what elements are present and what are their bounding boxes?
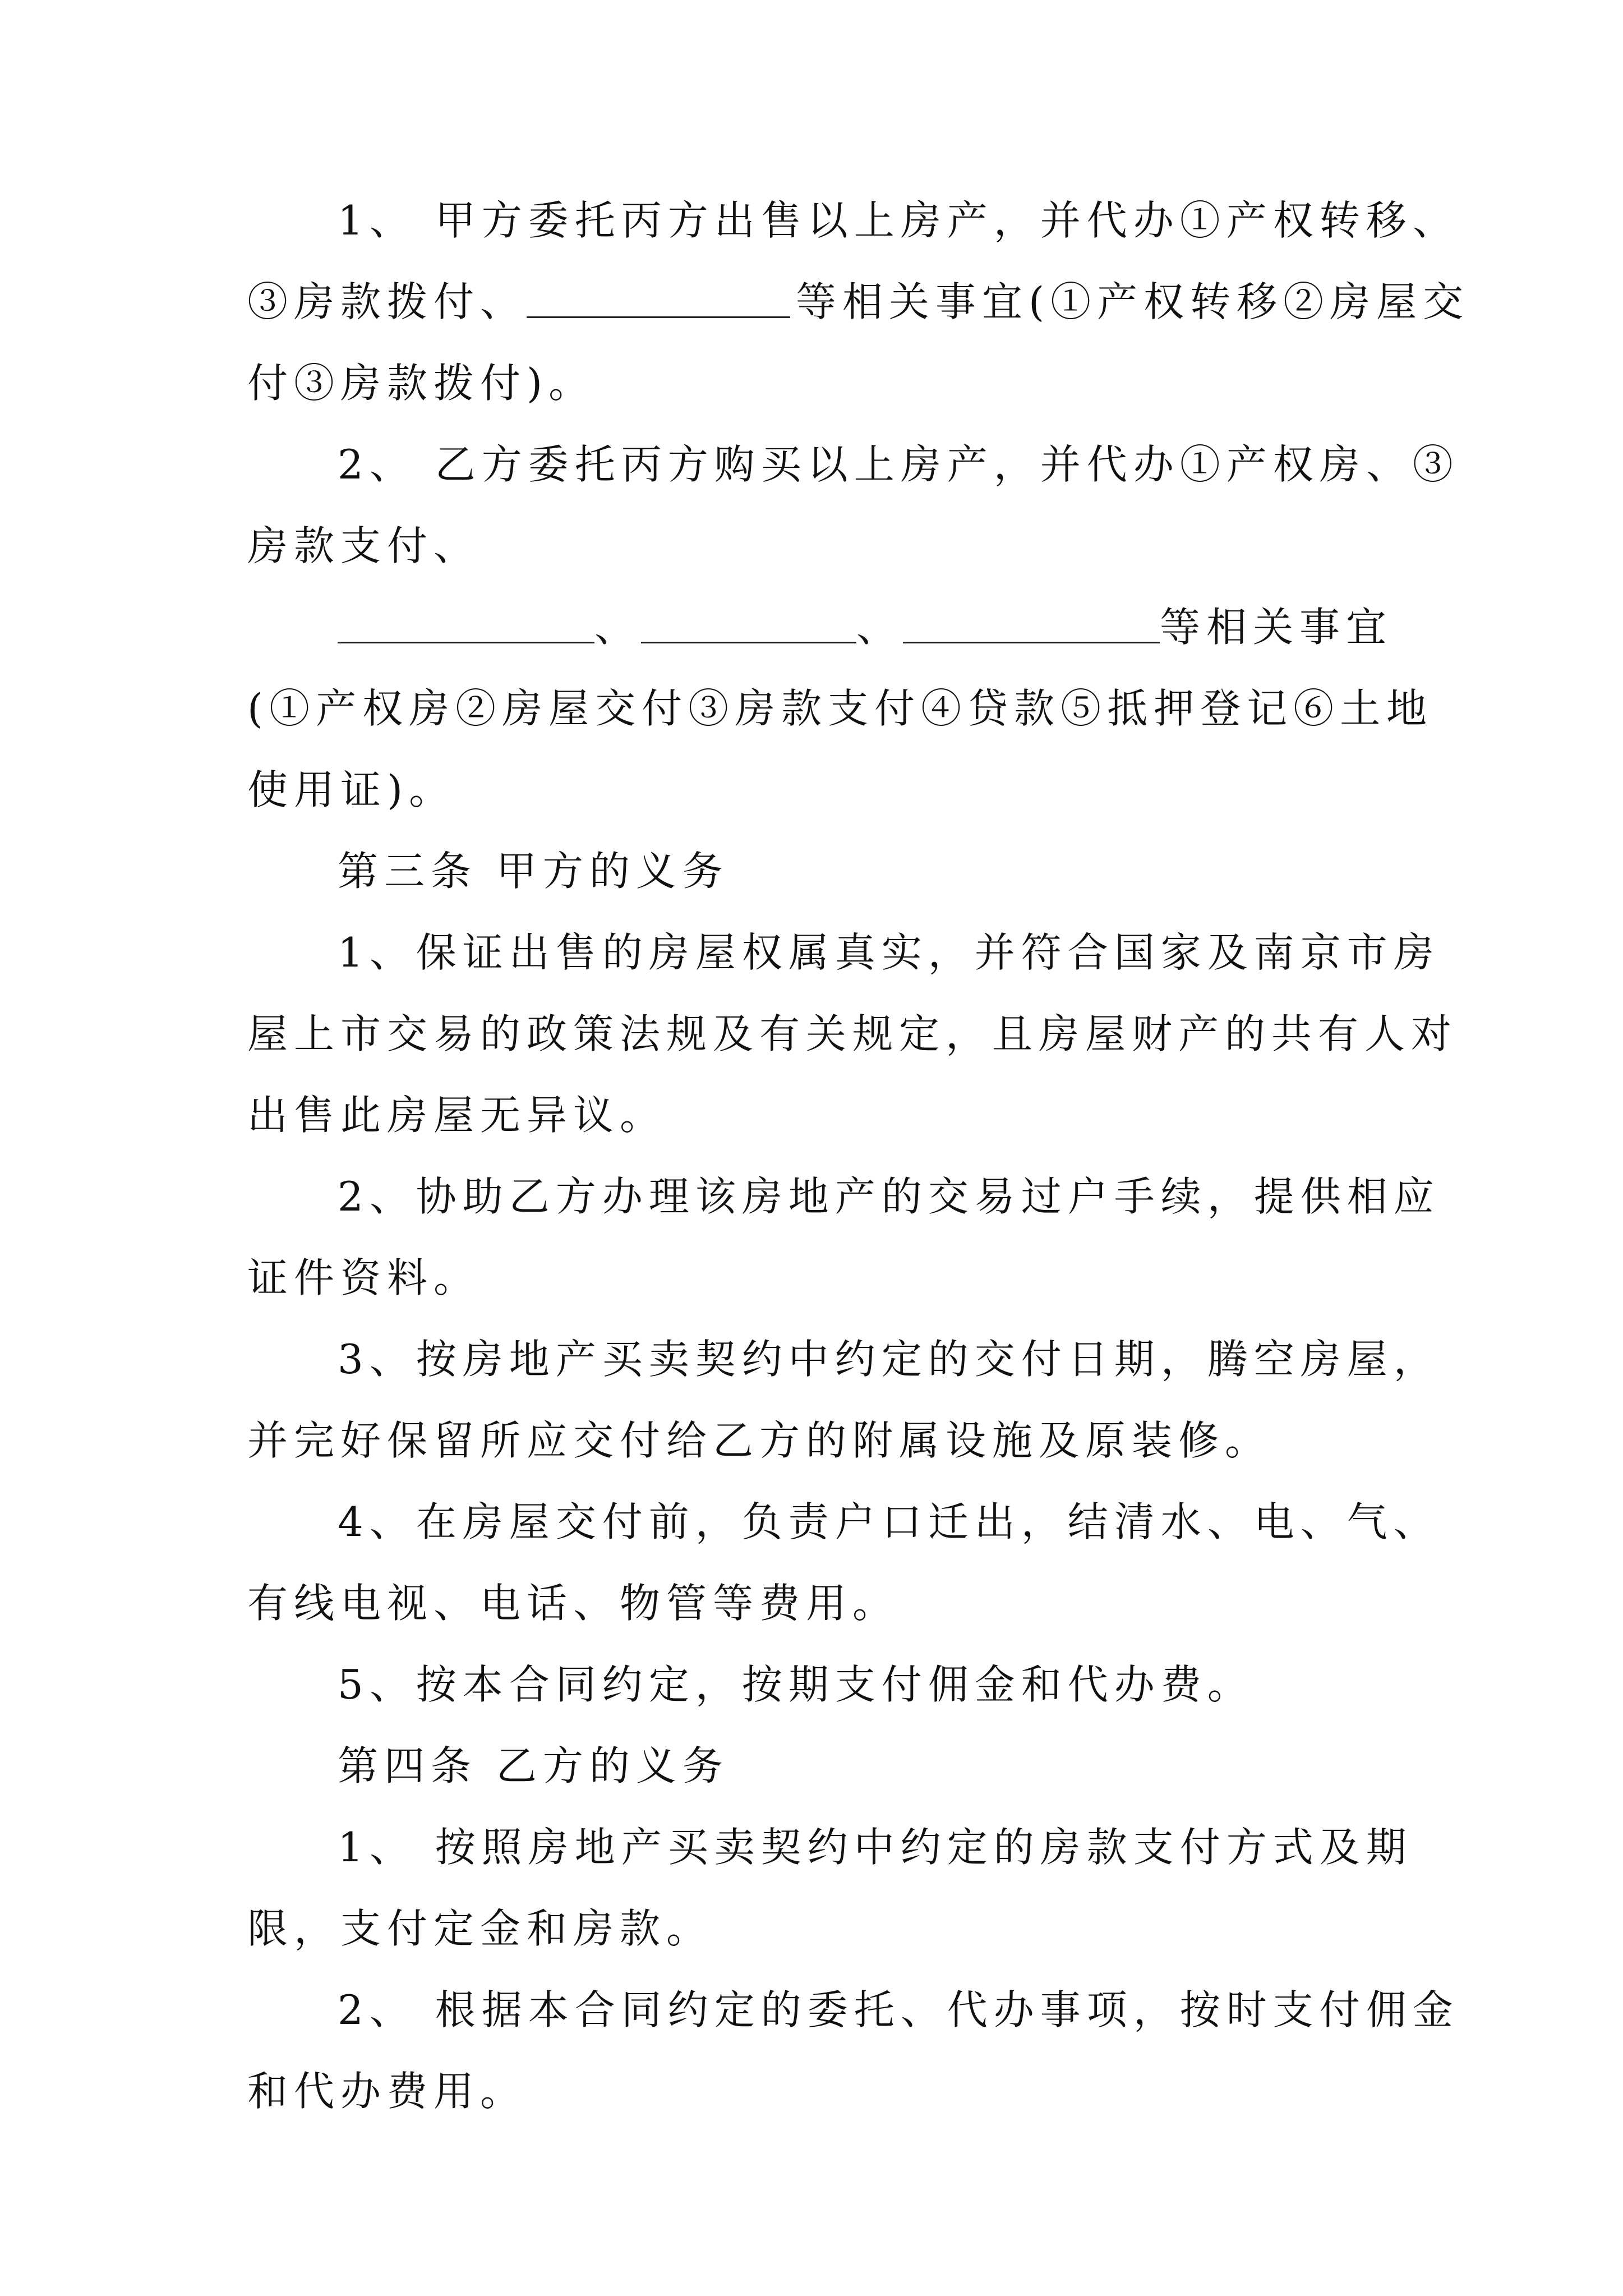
line-text: 和代办费用。 — [247, 2068, 527, 2115]
blank-field[interactable] — [527, 256, 790, 318]
line-text: 房款支付、 — [247, 522, 481, 569]
paragraph-line — [338, 922, 1440, 983]
line-text: 5、按本合同约定，按期支付佣金和代办费。 — [338, 1661, 1254, 1708]
paragraph-line — [247, 515, 480, 577]
line-text: 、 — [856, 604, 903, 651]
blank-field[interactable] — [338, 582, 594, 643]
blank-field[interactable] — [903, 582, 1160, 643]
line-text: 4、在房屋交付前，负责户口迁出，结清水、电、气、 — [338, 1498, 1440, 1545]
line-text: 1、 按照房地产买卖契约中约定的房款支付方式及期 — [338, 1824, 1413, 1871]
paragraph-line — [338, 1166, 1440, 1227]
line-text: 屋上市交易的政策法规及有关规定，且房屋财产的共有人对 — [247, 1010, 1458, 1057]
paragraph-line — [247, 678, 1433, 739]
paragraph-line — [338, 1654, 1254, 1715]
blank-field[interactable] — [641, 582, 856, 643]
line-text: 有线电视、电话、物管等费用。 — [247, 1580, 900, 1627]
paragraph-line — [338, 1816, 1413, 1878]
line-text: 1、保证出售的房屋权属真实，并符合国家及南京市房 — [338, 929, 1440, 976]
line-text: ③房款拨付、 — [247, 278, 527, 325]
paragraph-line — [247, 1084, 666, 1146]
line-text: 、 — [594, 604, 642, 651]
paragraph-line — [247, 1247, 480, 1309]
line-text: (①产权房②房屋交付③房款支付④贷款⑤抵押登记⑥土地 — [247, 685, 1433, 732]
line-text: 限，支付定金和房款。 — [247, 1905, 713, 1952]
line-text: 2、协助乙方办理该房地产的交易过户手续，提供相应 — [338, 1173, 1440, 1220]
line-text: 2、 乙方委托丙方购买以上房产，并代办①产权房、③ — [338, 441, 1459, 488]
paragraph-line — [247, 1410, 1271, 1471]
line-text: 使用证)。 — [247, 766, 456, 813]
line-text: 2、 根据本合同约定的委托、代办事项，按时支付佣金 — [338, 1986, 1459, 2033]
line-text: 3、按房地产买卖契约中约定的交付日期，腾空房屋， — [338, 1336, 1440, 1383]
line-text: 并完好保留所应交付给乙方的附属设施及原装修。 — [247, 1417, 1272, 1464]
line-text: 等相关事宜 — [1160, 604, 1393, 651]
line-text: 等相关事宜(①产权转移②房屋交 — [796, 278, 1470, 325]
paragraph-line — [338, 434, 1459, 495]
paragraph-line — [338, 596, 1393, 658]
paragraph-line — [247, 1003, 1458, 1065]
paragraph-line — [247, 1572, 899, 1634]
line-text: 付③房款拨付)。 — [247, 360, 596, 407]
line-text: 1、 甲方委托丙方出售以上房产，并代办①产权转移、 — [338, 197, 1459, 244]
paragraph-line — [247, 352, 595, 414]
paragraph-line — [247, 1898, 713, 1959]
section-heading — [338, 840, 729, 902]
paragraph-line — [247, 759, 455, 821]
paragraph-line — [338, 190, 1459, 251]
paragraph-line — [338, 1491, 1440, 1553]
paragraph-line — [338, 1979, 1459, 2041]
line-text: 证件资料。 — [247, 1254, 481, 1301]
section-heading — [338, 1735, 729, 1797]
line-text: 出售此房屋无异议。 — [247, 1092, 667, 1139]
line-text: 第四条 乙方的义务 — [338, 1742, 729, 1789]
paragraph-line — [247, 271, 1469, 333]
paragraph-line — [338, 1328, 1440, 1390]
paragraph-line — [247, 2060, 527, 2122]
line-text: 第三条 甲方的义务 — [338, 848, 729, 895]
